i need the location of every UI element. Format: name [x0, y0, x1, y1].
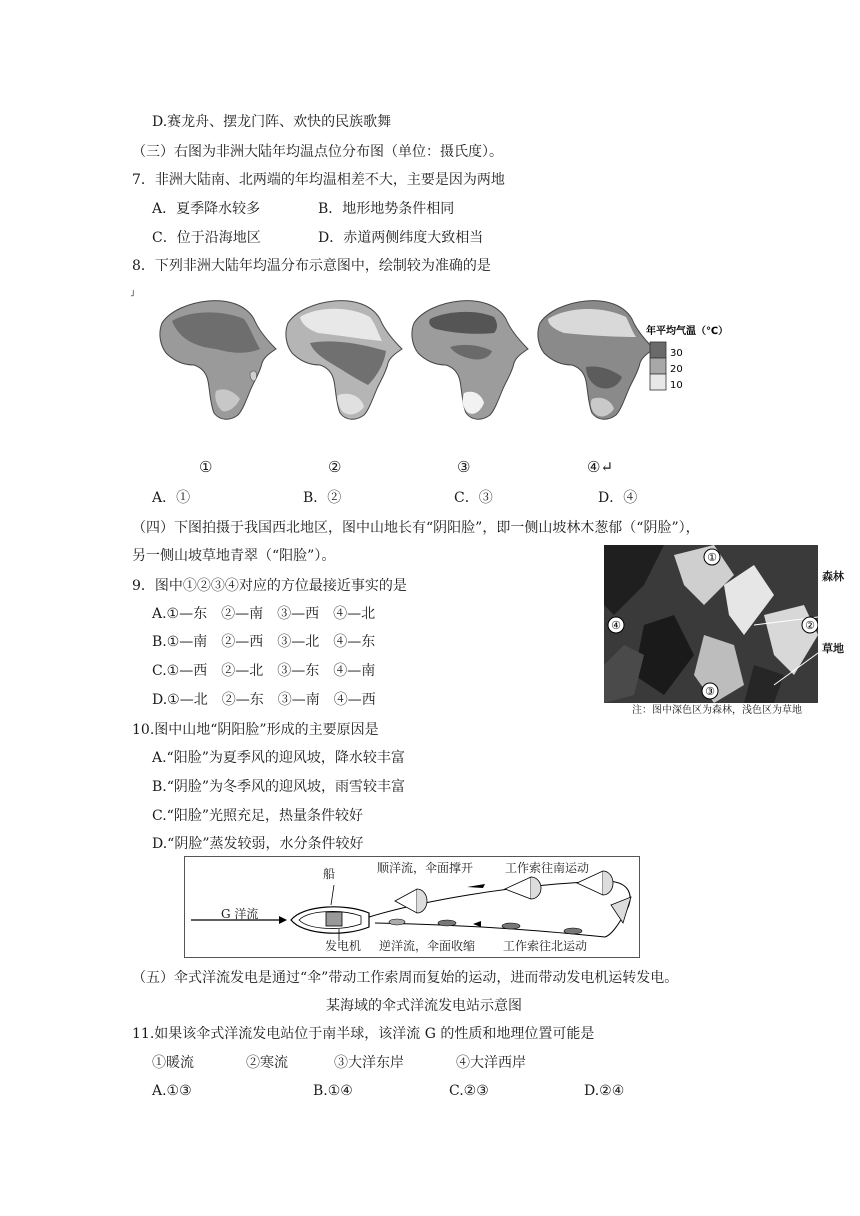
- q11-item-2: ②寒流: [246, 1055, 288, 1071]
- map-2: [286, 301, 402, 420]
- q10-option-a: A.“阳脸”为夏季风的迎风坡，降水较丰富: [152, 750, 405, 766]
- diagram-caption: 某海域的伞式洋流发电站示意图: [326, 998, 522, 1014]
- photo-marker-1: ①: [707, 551, 717, 564]
- q10-option-d: D.“阴脸”蒸发较弱，水分条件较好: [152, 836, 364, 852]
- current-generator-diagram: [184, 856, 640, 958]
- q9-option-c: C.①—西 ②—北 ③—东 ④—南: [152, 663, 376, 679]
- q9-option-b: B.①—南 ②—西 ③—北 ④—东: [152, 634, 376, 650]
- q11-option-d: D.②④: [584, 1083, 625, 1099]
- question-11: 11.如果该伞式洋流发电站位于南半球，该洋流 G 的性质和地理位置可能是: [132, 1026, 595, 1042]
- map-4: [538, 301, 654, 420]
- q11-option-c: C.②③: [449, 1083, 489, 1099]
- legend-value-10: 10: [670, 380, 683, 391]
- q8-option-b: B．②: [303, 490, 342, 506]
- mountain-photo: [604, 545, 818, 703]
- q8-option-d: D．④: [598, 490, 638, 506]
- paragraph-mark: ˩: [130, 289, 135, 299]
- photo-note: 注：图中深色区为森林，浅色区为草地: [632, 705, 802, 716]
- q8-option-a: A．①: [152, 490, 191, 506]
- label-grass: 草地: [822, 642, 844, 655]
- q6-option-d: D.赛龙舟、摆龙门阵、欢快的民族歌舞: [152, 114, 392, 130]
- label-forest: 森林: [822, 570, 844, 583]
- q11-option-b: B.①④: [313, 1083, 353, 1099]
- q11-item-4: ④大洋西岸: [456, 1055, 526, 1071]
- legend-value-30: 30: [670, 348, 683, 359]
- q7-option-d: D．赤道两侧纬度大致相当: [318, 230, 484, 246]
- q7-option-a: A．夏季降水较多: [152, 201, 261, 217]
- question-7: 7．非洲大陆南、北两端的年均温相差不大，主要是因为两地: [132, 172, 505, 188]
- q11-item-3: ③大洋东岸: [334, 1055, 404, 1071]
- q9-option-d: D.①—北 ②—东 ③—南 ④—西: [152, 692, 376, 708]
- q7-option-c: C．位于沿海地区: [152, 230, 261, 246]
- section-5-intro: （五）伞式洋流发电是通过“伞”带动工作索周而复始的运动，进而带动发电机运转发电。: [132, 970, 679, 986]
- diagram-label-south-motion: 工作索往南运动: [505, 861, 590, 875]
- q11-option-a: A.①③: [152, 1083, 192, 1099]
- photo-marker-4: ④: [611, 619, 621, 632]
- diagram-label-against-current: 逆洋流，伞面收缩: [379, 939, 476, 953]
- diagram-label-current: G 洋流: [221, 907, 259, 921]
- photo-marker-3: ③: [705, 685, 715, 698]
- q8-option-c: C．③: [454, 490, 493, 506]
- map-legend: [646, 324, 728, 391]
- map-1: [160, 301, 276, 420]
- q11-item-1: ①暖流: [152, 1055, 194, 1071]
- map-3: [412, 301, 528, 420]
- diagram-label-ship: 船: [323, 867, 336, 881]
- legend-title: 年平均气温（℃）: [646, 326, 729, 337]
- question-8: 8．下列非洲大陆年均温分布示意图中，绘制较为准确的是: [132, 258, 491, 274]
- section-3-intro: （三）右图为非洲大陆年均温点位分布图（单位：摄氏度）。: [132, 144, 503, 160]
- question-10: 10.图中山地“阴阳脸”形成的主要原因是: [132, 722, 379, 738]
- legend-value-20: 20: [670, 364, 683, 375]
- diagram-label-north-motion: 工作索往北运动: [503, 939, 588, 953]
- map-label-2: ②: [328, 458, 342, 476]
- q10-option-b: B.“阴脸”为冬季风的迎风坡，雨雪较丰富: [152, 779, 406, 795]
- section-4-intro-line2: 另一侧山坡草地青翠（“阳脸”）。: [132, 548, 336, 564]
- map-label-4: ④↵: [587, 458, 614, 476]
- africa-temperature-maps: [150, 295, 740, 430]
- diagram-label-generator: 发电机: [325, 939, 362, 953]
- section-4-intro-line1: （四）下图拍摄于我国西北地区，图中山地长有“阴阳脸”，即一侧山坡林木葱郁（“阴脸”），: [132, 520, 700, 536]
- map-label-1: ①: [199, 458, 213, 476]
- diagram-label-with-current: 顺洋流，伞面撑开: [377, 861, 474, 875]
- photo-marker-2: ②: [805, 619, 815, 632]
- map-label-3: ③: [457, 458, 471, 476]
- question-9: 9．图中①②③④对应的方位最接近事实的是: [132, 578, 407, 594]
- q9-option-a: A.①—东 ②—南 ③—西 ④—北: [152, 606, 376, 622]
- q10-option-c: C.“阳脸”光照充足，热量条件较好: [152, 808, 363, 824]
- q7-option-b: B．地形地势条件相同: [318, 201, 455, 217]
